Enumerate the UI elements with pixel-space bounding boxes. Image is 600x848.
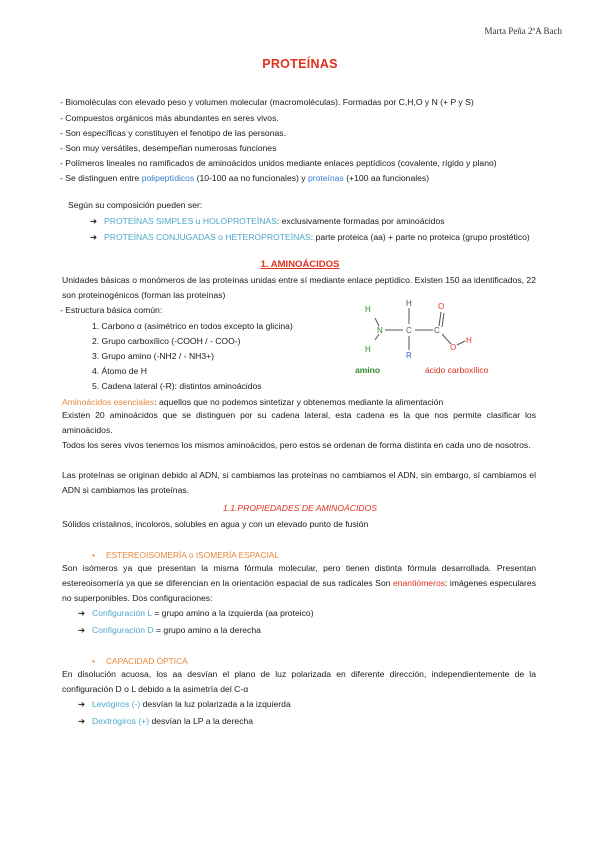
atom-h-amino-bottom: H xyxy=(365,345,371,354)
stereo-text-c: : imágenes especulares no superponibles. Dos configuraciones: xyxy=(62,578,536,603)
levogiros-text: desvían la luz polarizada a la izquierda xyxy=(140,699,291,709)
bond-c-o-double-b xyxy=(442,313,444,327)
author-header: Marta Peña 2ºA Bach xyxy=(484,26,562,36)
bond-c-o-double-a xyxy=(439,312,441,326)
composition-simple xyxy=(90,215,445,227)
intro-line-4: - Son muy versátiles, desempeñan numerosas funciones xyxy=(60,143,277,153)
structure-item-4: 4. Átomo de H xyxy=(92,366,147,376)
atom-r: R xyxy=(406,351,412,360)
simple-proteins-label: PROTEÍNAS SIMPLES u HOLOPROTEÍNAS xyxy=(104,216,277,226)
atom-o-double: O xyxy=(438,302,445,311)
bullet-icon: • xyxy=(92,550,95,560)
essential-aminoacids xyxy=(62,396,443,408)
atom-h-hydroxyl: H xyxy=(466,336,472,345)
polipeptidicos-term: polipeptídicos xyxy=(141,173,195,183)
arrow-icon: ➔ xyxy=(78,608,86,618)
label-amino: amino xyxy=(355,365,381,375)
atom-h-alpha: H xyxy=(406,299,412,308)
section-heading-propiedades: 1.1.PROPIEDADES DE AMINOÁCIDOS xyxy=(223,503,377,513)
essential-label: Aminoácidos esenciales xyxy=(62,397,155,407)
paragraph-same-aminoacids: Todos los seres vivos tenemos los mismos aminoácidos, pero estos se ordenan de forma distinta en cada uno de nosotros. xyxy=(62,440,531,450)
dextrogiros-item xyxy=(78,715,253,727)
config-l-item xyxy=(78,607,314,619)
config-d-label: Configuración D xyxy=(92,625,154,635)
aminoacid-definition: Unidades básicas o monómeros de las proteínas unidas entre sí mediante enlace peptídico. Existen 150 aa identificados, 22 son proteinogénicos (forman las proteínas) xyxy=(62,275,536,300)
stereo-heading xyxy=(92,550,279,560)
optic-heading xyxy=(92,656,188,666)
stereo-text-a: Son isómeros ya que presentan la misma fórmula molecular, pero tienen distinta fórmula desarrollada. Presentan estereoisomería ya que se diferencian en la orientación espacial de sus radicales Son xyxy=(62,563,536,588)
optic-paragraph: En disolución acuosa, los aa desvían el plano de luz polarizada en diferente dirección, independientemente de la configuración D o L debido a la asimetría del C-α xyxy=(62,669,536,694)
properties-text: Sólidos cristalinos, incoloros, solubles en agua y con un elevado punto de fusión xyxy=(62,519,369,529)
structure-item-5: 5. Cadena lateral (-R): distintos aminoácidos xyxy=(92,381,262,391)
paragraph-20-aminoacids: Existen 20 aminoácidos que se distinguen por su cadena lateral, esta cadena es la que nos permite clasificar los aminoácidos. xyxy=(62,410,536,435)
structure-item-2: 2. Grupo carboxílico (-COOH / - COO-) xyxy=(92,336,241,346)
simple-proteins-text: : exclusivamente formadas por aminoácidos xyxy=(276,216,445,226)
intro-line-3: - Son específicas y constituyen el fenotipo de las personas. xyxy=(60,128,286,138)
paragraph-adn: Las proteínas se originan debido al ADN, si cambiamos las proteínas no cambiamos el ADN, sin embargo, sí cambiamos el ADN si cambiamos las proteínas. xyxy=(62,470,536,495)
structure-item-3: 3. Grupo amino (-NH2 / - NH3+) xyxy=(92,351,215,361)
intro-line-2: - Compuestos orgánicos más abundantes en seres vivos. xyxy=(60,113,279,123)
intro-line-1: - Biomoléculas con elevado peso y volumen molecular (macromoléculas). Formadas por C,H,O y N (+ P y S) xyxy=(60,97,474,107)
proteinas-term: proteínas xyxy=(307,173,344,183)
intro-last-c: (10-100 aa no funcionales) y xyxy=(194,173,308,183)
section-heading-aminoacidos: 1. AMINOÁCIDOS xyxy=(260,259,340,270)
essential-text: : aquellos que no podemos sintetizar y obtenemos mediante la alimentación xyxy=(154,397,444,407)
intro-line-6 xyxy=(60,172,429,184)
aminoacid-structure-diagram xyxy=(335,292,535,384)
bullet-icon: • xyxy=(92,656,95,666)
optic-heading-text: CAPACIDAD ÓPTICA xyxy=(106,656,188,666)
atom-n: N xyxy=(377,326,383,335)
config-l-label: Configuración L xyxy=(92,608,152,618)
atom-c-carboxyl: C xyxy=(434,326,440,335)
enantiomeros-term: enantiómeros xyxy=(392,578,446,588)
bond-h-n-top xyxy=(375,318,379,326)
atom-c-alpha: C xyxy=(406,326,412,335)
arrow-icon: ➔ xyxy=(78,625,86,635)
dextrogiros-label: Dextrógiros (+) xyxy=(92,716,150,726)
levogiros-item xyxy=(78,698,291,710)
bond-o-h xyxy=(457,341,465,345)
structure-item-1: 1. Carbono α (asimétrico en todos excepto la glicina) xyxy=(92,321,293,331)
levogiros-label: Levógiros (-) xyxy=(92,699,141,709)
config-l-text: = grupo amino a la izquierda (aa proteico) xyxy=(151,608,314,618)
label-acid: ácido carboxílico xyxy=(425,365,489,375)
dextrogiros-text: desvían la LP a la derecha xyxy=(149,716,254,726)
conjugated-proteins-label: PROTEÍNAS CONJUGADAS o HETEROPROTEÍNAS xyxy=(104,232,311,242)
atom-o-hydroxyl: O xyxy=(450,343,457,352)
intro-line-5: - Polímeros lineales no ramificados de aminoácidos unidos mediante enlaces peptídicos (covalente, rígido y plano) xyxy=(60,158,497,168)
config-d-text: = grupo amino a la derecha xyxy=(153,625,261,635)
arrow-icon: ➔ xyxy=(78,699,86,709)
arrow-icon: ➔ xyxy=(90,232,98,242)
structure-heading: - Estructura básica común: xyxy=(60,305,163,315)
composition-heading: Según su composición pueden ser: xyxy=(68,200,203,210)
page-title: PROTEÍNAS xyxy=(262,57,338,71)
atom-h-amino-top: H xyxy=(365,305,371,314)
config-d-item xyxy=(78,624,261,636)
composition-conjugated xyxy=(90,231,530,243)
stereo-heading-text: ESTEREOISOMERÍA o ISOMERÍA ESPACIAL xyxy=(106,550,279,560)
intro-last-a: - Se distinguen entre xyxy=(60,173,142,183)
arrow-icon: ➔ xyxy=(78,716,86,726)
arrow-icon: ➔ xyxy=(90,216,98,226)
intro-last-e: (+100 aa funcionales) xyxy=(343,173,430,183)
stereo-paragraph xyxy=(62,561,536,606)
conjugated-proteins-text: : parte proteica (aa) + parte no proteica (grupo prostético) xyxy=(310,232,530,242)
